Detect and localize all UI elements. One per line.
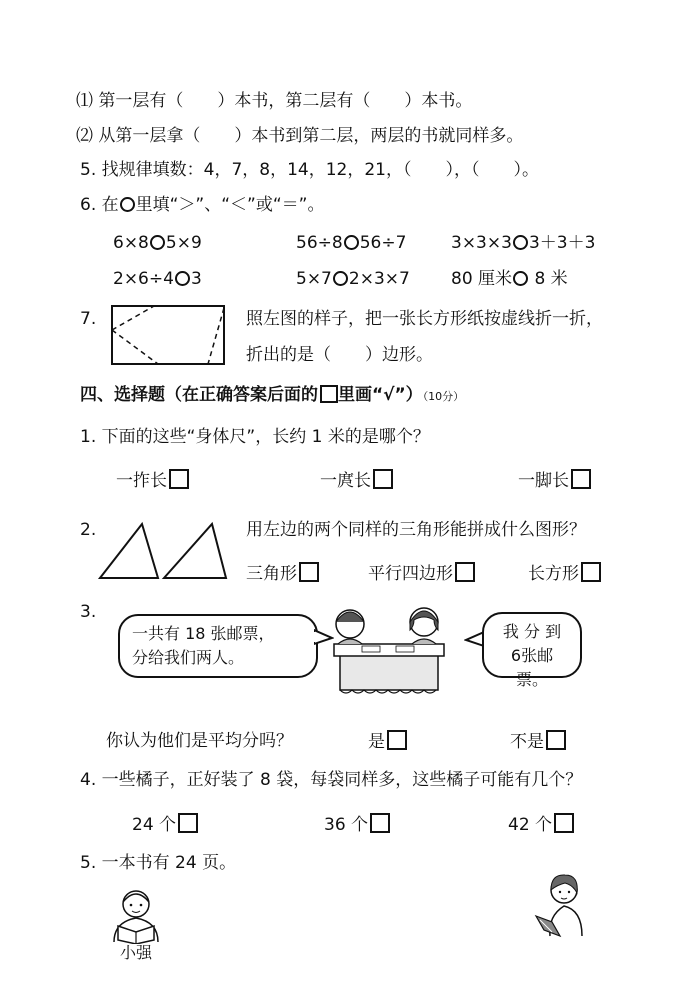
compare-circle[interactable] bbox=[344, 235, 359, 250]
children-at-table-illustration bbox=[322, 600, 452, 700]
s4-q2-option-a: 三角形 bbox=[246, 562, 319, 585]
compare-item-3: 3×3×3 3＋3＋3 bbox=[451, 233, 596, 253]
s4-question-4: 4. 一些橘子，正好装了 8 袋，每袋同样多，这些橘子可能有几个？ bbox=[80, 770, 583, 790]
s4-q4-option-a: 24 个 bbox=[132, 813, 198, 836]
answer-checkbox[interactable] bbox=[571, 469, 591, 489]
girl-reading-illustration bbox=[530, 872, 590, 938]
answer-checkbox[interactable] bbox=[554, 813, 574, 833]
answer-checkbox[interactable] bbox=[373, 469, 393, 489]
compare-item-2: 56÷8 56÷7 bbox=[296, 233, 407, 253]
s4-question-5: 5. 一本书有 24 页。 bbox=[80, 853, 237, 873]
folded-rectangle-figure bbox=[110, 304, 226, 366]
compare-circle[interactable] bbox=[150, 235, 165, 250]
two-triangles-figure bbox=[96, 520, 230, 582]
compare-item-5: 5×7 2×3×7 bbox=[296, 269, 410, 289]
answer-checkbox[interactable] bbox=[546, 730, 566, 750]
s4-question-3-number: 3. bbox=[80, 602, 97, 622]
score-label: （10分） bbox=[422, 390, 465, 403]
s4-q2-option-c: 长方形 bbox=[528, 562, 601, 585]
compare-circle[interactable] bbox=[513, 235, 528, 250]
s4-question-2: 用左边的两个同样的三角形能拼成什么图形？ bbox=[246, 520, 586, 540]
question-7-number: 7. bbox=[80, 309, 97, 329]
compare-item-6: 80 厘米 8 米 bbox=[451, 269, 568, 289]
answer-checkbox[interactable] bbox=[169, 469, 189, 489]
s4-q1-option-a: 一拃长 bbox=[116, 469, 189, 492]
bubble-tail-right bbox=[464, 630, 484, 650]
s4-q1-option-b: 一庹长 bbox=[320, 469, 393, 492]
compare-circle[interactable] bbox=[333, 271, 348, 286]
s4-q4-option-c: 42 个 bbox=[508, 813, 574, 836]
compare-item-4: 2×6÷4 3 bbox=[113, 269, 202, 289]
boy-name-label: 小强 bbox=[120, 943, 153, 962]
answer-checkbox[interactable] bbox=[387, 730, 407, 750]
answer-checkbox[interactable] bbox=[455, 562, 475, 582]
q6-suffix: 里填“＞”、“＜”或“＝”。 bbox=[135, 195, 325, 215]
speech-bubble-right: 我 分 到 6张邮票。 bbox=[482, 612, 582, 678]
s4-q3-option-b: 不是 bbox=[510, 730, 566, 753]
s4-question-2-number: 2. bbox=[80, 520, 97, 540]
speech-bubble-left: 一共有 18 张邮票， 分给我们两人。 bbox=[118, 614, 318, 678]
question-5-pattern: 5. 找规律填数：4，7，8，14，12，21，（ ），（ ）。 bbox=[80, 160, 539, 180]
s4-question-3: 你认为他们是平均分吗？ bbox=[106, 731, 293, 751]
section-4-heading: 四、选择题（在正确答案后面的 里画“√”）（10分） bbox=[80, 385, 465, 405]
checkbox-icon bbox=[320, 385, 338, 403]
compare-circle[interactable] bbox=[175, 271, 190, 286]
compare-circle[interactable] bbox=[513, 271, 528, 286]
s4-question-1: 1. 下面的这些“身体尺”，长约 1 米的是哪个？ bbox=[80, 427, 430, 447]
question-7-line2: 折出的是（ ）边形。 bbox=[246, 345, 433, 365]
answer-checkbox[interactable] bbox=[370, 813, 390, 833]
answer-checkbox[interactable] bbox=[178, 813, 198, 833]
s4-q4-option-b: 36 个 bbox=[324, 813, 390, 836]
q6-prefix: 6. 在 bbox=[80, 195, 119, 215]
s4-q1-option-c: 一脚长 bbox=[518, 469, 591, 492]
question-7-line1: 照左图的样子，把一张长方形纸按虚线折一折， bbox=[246, 309, 603, 329]
boy-reading-illustration bbox=[104, 888, 168, 944]
compare-item-1: 6×8 5×9 bbox=[113, 233, 202, 253]
question-4-2: ⑵ 从第一层拿（ ）本书到第二层，两层的书就同样多。 bbox=[76, 126, 524, 146]
answer-checkbox[interactable] bbox=[299, 562, 319, 582]
compare-circle-icon bbox=[120, 197, 135, 212]
question-4-1: ⑴ 第一层有（ ）本书，第二层有（ ）本书。 bbox=[76, 91, 473, 111]
s4-q2-option-b: 平行四边形 bbox=[368, 562, 475, 585]
answer-checkbox[interactable] bbox=[581, 562, 601, 582]
question-6-instruction bbox=[80, 194, 324, 216]
s4-q3-option-a: 是 bbox=[368, 730, 407, 753]
